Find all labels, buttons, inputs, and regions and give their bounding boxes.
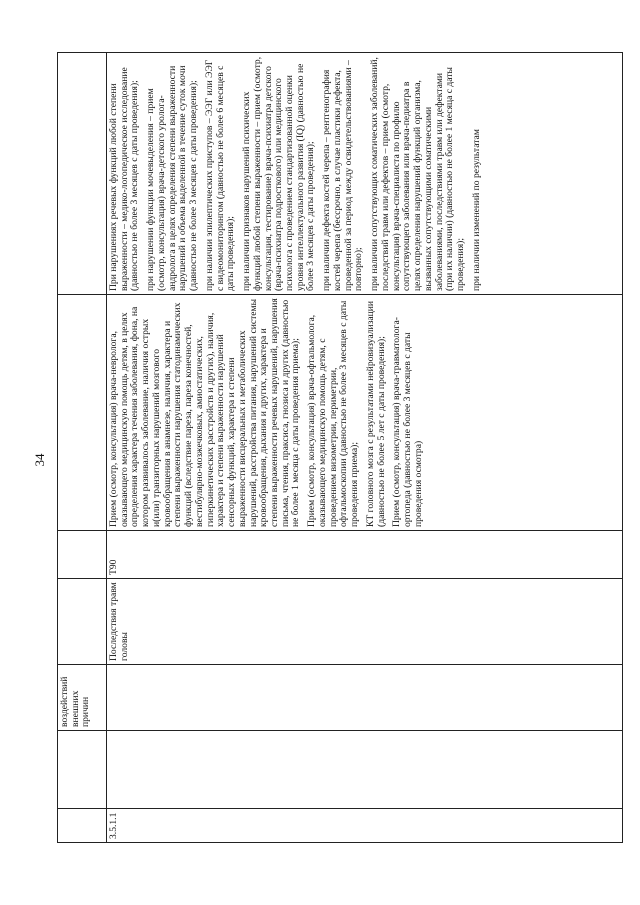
row-empty-cell	[107, 731, 623, 809]
header-cell-3: воздействий внешних причин	[58, 665, 107, 731]
services-table	[57, 52, 623, 843]
header-cell-1	[58, 809, 107, 843]
row-condition: Последствия травм головы	[107, 579, 623, 665]
row-code: 3.5.1.1	[107, 809, 623, 843]
row-conditional-cell	[107, 53, 623, 295]
conditional-paragraph: при наличии изменений по результатам	[470, 129, 482, 291]
service-paragraph: КТ головного мозга с результатами нейровизуализации (давностью не более 5 лет с даты проведения);	[364, 300, 387, 527]
row-empty-cell-2	[107, 665, 623, 731]
service-paragraph: Прием (осмотр, консультация) врача-травматолога-ортопеда (давностью не более 3 месяцев с даты проведения осмотра)	[391, 317, 424, 527]
header-cell-4	[58, 579, 107, 665]
conditional-paragraph: при наличии эпилептических приступов – ЭЭГ или ЭЭГ с видеомониторингом (давностью не более 6 месяцев с даты проведения);	[203, 59, 237, 291]
service-paragraph: Прием (осмотр, консультация) врача-офтальмолога, оказывающего медицинскую помощь детям, с проведением визометрии, периметрии, офтальмоскопии (давностью не более 3 месяцев с даты проведения приема);	[306, 300, 361, 527]
row-mkb-code: T90	[107, 531, 623, 579]
header-cell-6	[58, 295, 107, 531]
page-number: 34	[32, 453, 47, 467]
header-cell-7	[58, 53, 107, 295]
header-cell-5	[58, 531, 107, 579]
table-header-row	[58, 53, 107, 843]
conditional-paragraph: при наличии сопутствующих соматических заболеваний, последствий травм или дефектов – прием (осмотр, консультация) врача-специалиста по профилю сопутствующего заболевания или врача-педиатра в целях определения нарушений функций организма, вызванных сопутствующими соматическими заболеваниями, последствиями травм или дефектами (при их наличии) (давностью не более 1 месяца с даты проведения);	[369, 57, 467, 291]
service-paragraph: Прием (осмотр, консультация) врача-невролога, оказывающего медицинскую помощь детям, в целях определения характера течения заболевания, фона, на котором развивалось заболевание, наличия острых и(или) транзиторных нарушений мозгового кровообращения в анамнезе, наличия, характера и степени выраженности нарушения статодинамических функций (вследствие пареза, пареза конечностей, вестибулярно-мозжечковых, амиостатических, гиперкинетических расстройств и других), наличия, характера и степени выраженности нарушений сенсорных функций, характера и степени выраженности висцеральных и метаболических нарушений, расстройства питания, нарушений системы кровообращения, дыхания и других, характера и степени выраженности речевых нарушений, нарушения письма, чтения, праксиса, гнозиса и других (давностью не более 1 месяца с даты проведения приема);	[108, 298, 302, 527]
conditional-paragraph: при наличии признаков нарушений психических функций любой степени выраженности – прием (осмотр, консультация, тестирование) врача-психиатра детского (врача-психиатра подросткового) или медицинского психолога с проведением стандартизованной оценки уровня интеллектуального развития (IQ) (давностью не более 3 месяцев с даты проведения);	[241, 56, 317, 291]
table-row	[107, 53, 623, 843]
conditional-paragraph: При нарушениях речевых функций любой степени выраженности – медико-логопедическое исследование (давностью не более 3 месяцев с даты проведения);	[108, 67, 141, 291]
conditional-paragraph: при нарушении функции мочевыделения – прием (осмотр, консультация) врача-детского уролога-андролога в целях определения степени выраженности нарушений и объема выделенной в течение суток мочи (давностью не более 3 месяцев с даты проведения);	[145, 65, 200, 291]
rotated-table-wrapper	[57, 53, 623, 843]
conditional-paragraph: при наличии дефекта костей черепа – рентгенография костей черепа (бессрочно, в случае пластики дефекта, проведенной за период между освидетельствованиями – повторно);	[321, 60, 365, 291]
header-cell-2	[58, 731, 107, 809]
row-services-cell	[107, 295, 623, 531]
